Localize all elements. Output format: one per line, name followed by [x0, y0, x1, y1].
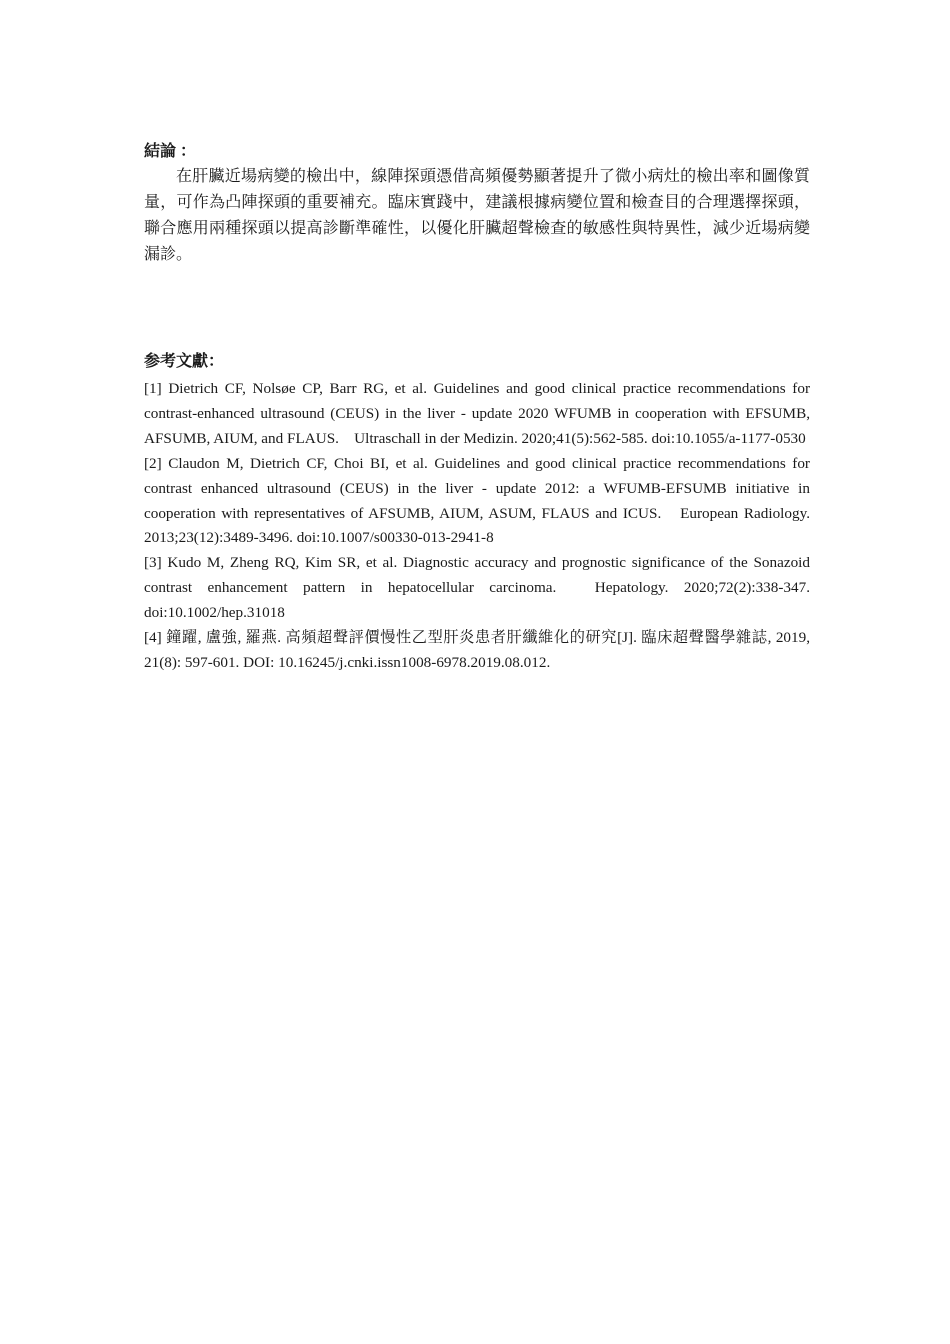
conclusion-heading: 結論 ：	[144, 143, 197, 160]
section-spacer	[144, 268, 810, 350]
references-section	[144, 350, 810, 676]
conclusion-section	[144, 140, 810, 268]
reference-item: [4] 鐘躍, 盧強, 羅燕. 高頻超聲評價慢性乙型肝炎患者肝纖維化的研究[J]. 臨床超聲醫學雜誌, 2019, 21(8): 597-601. DOI: 10.16245/j.cnki.issn1008-6978.2019.08.012.	[144, 629, 810, 671]
references-heading: 参考文獻：	[144, 353, 225, 370]
reference-item: [3] Kudo M, Zheng RQ, Kim SR, et al. Diagnostic accuracy and prognostic significance of the Sonazoid contrast enhancement pattern in hepatocellular carcinoma. Hepatology. 2020;72(2):338-347. doi:10.1002/hep.31018	[144, 554, 810, 622]
reference-item: [2] Claudon M, Dietrich CF, Choi BI, et al. Guidelines and good clinical practice recommendations for contrast enhanced ultrasound (CEUS) in the liver - update 2012: a WFUMB-EFSUMB initiative in cooperation with representatives of AFSUMB, AIUM, ASUM, FLAUS and ICUS. European Radiology. 2013;23(12):3489-3496. doi:10.1007/s00330-013-2941-8	[144, 454, 810, 547]
document-page	[144, 140, 810, 676]
conclusion-paragraph: 在肝臟近場病變的檢出中，線陣探頭憑借高頻優勢顯著提升了微小病灶的檢出率和圖像質量，可作為凸陣探頭的重要補充。臨床實踐中，建議根據病變位置和檢查目的合理選擇探頭，聯合應用兩種探頭以提高診斷準確性，以優化肝臟超聲檢查的敏感性與特異性，減少近場病變漏診。	[144, 168, 810, 263]
reference-item: [1] Dietrich CF, Nolsøe CP, Barr RG, et al. Guidelines and good clinical practice recommendations for contrast-enhanced ultrasound (CEUS) in the liver - update 2020 WFUMB in cooperation with EFSUMB, AFSUMB, AIUM, and FLAUS. Ultraschall in der Medizin. 2020;41(5):562-585. doi:10.1055/a-1177-0530	[144, 380, 810, 447]
